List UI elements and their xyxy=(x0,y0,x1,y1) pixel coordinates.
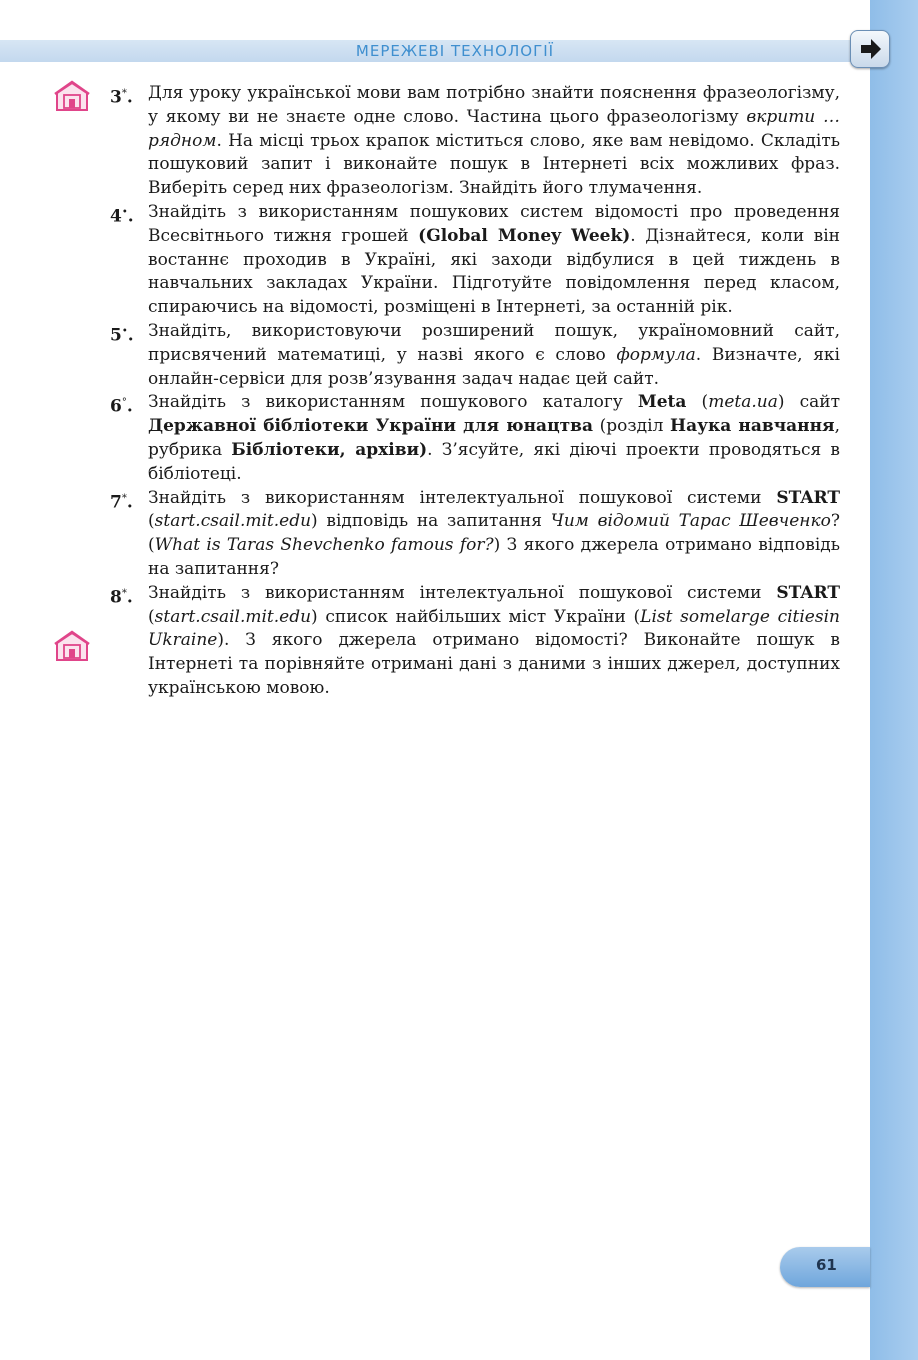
home-task-icon xyxy=(54,630,90,664)
task-list xyxy=(110,82,840,701)
task-number: 5•. xyxy=(110,325,134,346)
page-number-tab xyxy=(780,1247,870,1287)
task-difficulty-mark: * xyxy=(121,492,127,504)
task-text: Для уроку української мови вам потрібно знайти пояснення фразеологізму, у якому ви не знаєте одне слово. Частина цього фразеологізму вкрити … рядном. На місці трьох крапок міститься слово, яке вам невідомо. Складіть пошуковий запит і виконайте пошук в Інтернеті всіх можливих фраз. Виберіть серед них фразеологізм. Знайдіть його тлумачення. xyxy=(148,83,840,199)
side-color-bar xyxy=(870,0,918,1360)
task-text: Знайдіть, використовуючи розширений пошук, україномовний сайт, присвячений математиці, у назві якого є слово формула. Визначте, які онлайн-сервіси для розв’язування задач надає цей сайт. xyxy=(148,320,840,389)
chapter-title: МЕРЕЖЕВІ ТЕХНОЛОГІЇ xyxy=(355,42,555,60)
task-item xyxy=(110,487,840,582)
task-number: 4•. xyxy=(110,206,134,227)
task-number: 6°. xyxy=(110,397,133,418)
task-difficulty-mark: • xyxy=(121,325,128,337)
task-text: Знайдіть з використанням інтелектуальної пошукової системи START (start.csail.mit.edu) відповідь на запитання Чим відомий Тарас Шевченко? (What is Taras Shevchenko famous for?) З якого джерела отримано відповідь на запитання? xyxy=(148,487,840,579)
next-page-button[interactable] xyxy=(850,30,890,68)
task-number: 3*. xyxy=(110,87,133,108)
chapter-header xyxy=(0,40,870,62)
task-item xyxy=(110,391,840,486)
page-number: 61 xyxy=(816,1256,837,1274)
task-difficulty-mark: • xyxy=(121,206,128,218)
home-task-icon xyxy=(54,80,90,114)
task-number: 7*. xyxy=(110,492,133,513)
arrow-right-icon xyxy=(859,38,883,60)
task-text: Знайдіть з використанням інтелектуальної пошукової системи START (start.csail.mit.edu) список найбільших міст України (List somelarge citiesin Ukraine). З якого джерела отримано відомості? Виконайте пошук в Інтернеті та порівняйте отримані дані з даними з інших джерел, доступних українською мовою. xyxy=(148,582,840,698)
task-item xyxy=(110,582,840,701)
task-difficulty-mark: * xyxy=(121,88,127,99)
task-difficulty-mark: * xyxy=(121,587,127,599)
task-text: Знайдіть з використанням пошукових систем відомості про проведення Всесвітнього тижня грошей (Global Money Week). Дізнайтеся, коли він востаннє проходив в Україні, які заходи відбулися в цей тиждень в навчальних закладах України. Підготуйте повідомлення перед класом, спираючись на відомості, розміщені в Інтернеті, за останній рік. xyxy=(148,201,840,318)
task-item xyxy=(110,82,840,201)
task-text: Знайдіть з використанням пошукового каталогу Meta (meta.ua) сайт Державної бібліотеки України для юнацтва (розділ Наука навчання, рубрика Бібліотеки, архіви). З’ясуйте, які діючі проекти проводяться в бібліотеці. xyxy=(148,392,840,484)
task-number: 8*. xyxy=(110,587,133,608)
task-item xyxy=(110,201,840,320)
task-difficulty-mark: ° xyxy=(121,397,127,409)
task-item xyxy=(110,320,840,391)
